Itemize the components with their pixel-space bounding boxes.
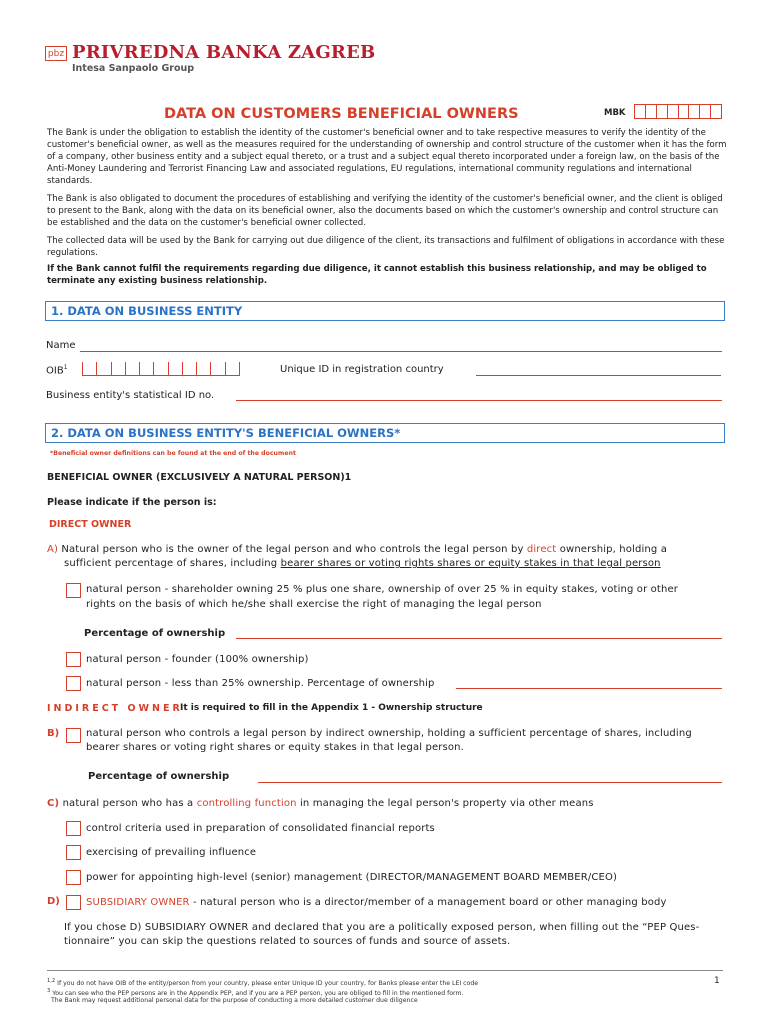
option-d-letter: D) — [47, 896, 60, 907]
option-a-direct: direct — [526, 544, 557, 555]
unique-id-field[interactable] — [476, 375, 721, 376]
footnote-3: The Bank may request additional personal data for the purpose of conducting a more detailed customer due diligence — [51, 997, 418, 1004]
checkbox-founder[interactable] — [66, 652, 81, 667]
checkbox-prevailing-influence[interactable] — [66, 845, 81, 860]
option-b-line1: natural person who controls a legal person by indirect ownership, holding a sufficient percentage of shares, including — [86, 728, 692, 739]
checkbox-indirect[interactable] — [66, 728, 81, 743]
bank-name: PRIVREDNA BANKA ZAGREB — [72, 42, 376, 63]
oib-input[interactable] — [82, 362, 240, 376]
intro-paragraph-4: If the Bank cannot fulfil the requirements regarding due diligence, it cannot establish this business relationship, and may be obliged to terminate any existing business relationship. — [47, 264, 707, 287]
checkbox-shareholder[interactable] — [66, 583, 81, 598]
name-label: Name — [46, 340, 76, 351]
name-field[interactable] — [80, 351, 722, 352]
checkbox-control-criteria[interactable] — [66, 821, 81, 836]
checkbox-subsidiary-owner[interactable] — [66, 895, 81, 910]
option-shareholder-line1: natural person - shareholder owning 25 % plus one share, ownership of over 25 % in equity stakes, voting or other — [86, 584, 679, 595]
option-c-letter: C) — [47, 798, 60, 809]
option-a-letter: A) — [47, 544, 59, 555]
stat-id-field[interactable] — [236, 400, 722, 401]
option-power-appointing: power for appointing high-level (senior) management (DIRECTOR/MANAGEMENT BOARD MEMBER/CEO) — [86, 872, 618, 883]
oib-footnote-ref: 1 — [63, 364, 68, 371]
option-b-letter: B) — [47, 728, 60, 739]
pep-note-line1: If you chose D) SUBSIDIARY OWNER and declared that you are a politically exposed person, when filling out the “PEP Ques- — [64, 922, 700, 933]
percentage-field-a[interactable] — [236, 638, 722, 639]
oib-label-text: OIB — [46, 365, 64, 377]
mbk-input[interactable] — [634, 104, 722, 119]
option-founder: natural person - founder (100% ownership) — [86, 654, 309, 665]
page-number: 1 — [714, 976, 720, 986]
group-name: Intesa Sanpaolo Group — [72, 63, 195, 74]
option-c-text-2: in managing the legal person's property via other means — [299, 798, 594, 809]
option-a-text-3: sufficient percentage of shares, including — [64, 558, 278, 569]
indicate-heading: Please indicate if the person is: — [47, 497, 217, 508]
option-b-line2: bearer shares or voting right shares or equity stakes in that legal person. — [86, 742, 464, 753]
bank-logo-icon: pbz — [45, 46, 67, 61]
section-1-header: 1. DATA ON BUSINESS ENTITY — [45, 301, 725, 321]
percentage-field-less-25[interactable] — [456, 688, 722, 689]
stat-id-label: Business entity's statistical ID no. — [46, 390, 215, 401]
percentage-field-b[interactable] — [258, 782, 722, 783]
oib-label — [46, 364, 68, 376]
bo-heading: BENEFICIAL OWNER (EXCLUSIVELY A NATURAL PERSON)1 — [47, 472, 352, 483]
option-d-text-rest: - natural person who is a director/member of a management board or other managing body — [192, 897, 667, 908]
direct-owner-heading: DIRECT OWNER — [49, 519, 132, 530]
percentage-label-a: Percentage of ownership — [84, 628, 226, 639]
form-title: DATA ON CUSTOMERS BENEFICIAL OWNERS — [164, 106, 519, 122]
intro-paragraph-2: The Bank is also obligated to document the procedures of establishing and verifying the identity of the customer's beneficial owner, and the client is obliged to present to the Bank, along with the data on its beneficial owner, also the documents based on which the customer's ownership and control structure can be established and the data on the customer's beneficial owner collected. — [47, 194, 723, 229]
section-2-header: 2. DATA ON BUSINESS ENTITY'S BENEFICIAL OWNERS* — [45, 423, 725, 443]
checkbox-less-than-25[interactable] — [66, 676, 81, 691]
option-d-text — [86, 896, 726, 910]
intro-paragraph-3: The collected data will be used by the Bank for carrying out due diligence of the client, its transactions and fulfilment of obligations in accordance with these regulations. — [47, 236, 725, 259]
option-a-text-line2 — [64, 557, 724, 571]
indirect-owner-heading: INDIRECT OWNER — [47, 703, 183, 714]
option-prevailing-influence: exercising of prevailing influence — [86, 847, 257, 858]
option-a-underlined: bearer shares or voting rights shares or equity stakes in that legal person — [280, 558, 661, 569]
footnote-1-text: If you do not have OIB of the entity/person from your country, please enter Unique ID your country, for Banks please enter the LEI code — [57, 980, 479, 988]
option-control-criteria: control criteria used in preparation of consolidated financial reports — [86, 823, 435, 834]
option-a-text-1: Natural person who is the owner of the legal person and who controls the legal person by — [61, 544, 524, 555]
footnote-1-ref: 1,2 — [47, 978, 56, 984]
pep-note-line2: tionnaire” you can skip the questions related to sources of funds and source of assets. — [64, 936, 511, 947]
mbk-label: MBK — [604, 108, 626, 118]
footnote-2-ref: 3 — [47, 988, 51, 994]
indirect-owner-note: It is required to fill in the Appendix 1 - Ownership structure — [180, 703, 483, 713]
footer-divider — [47, 970, 723, 971]
definitions-note: *Beneficial owner definitions can be found at the end of the document — [50, 450, 296, 457]
option-a-text-2: ownership, holding a — [559, 544, 668, 555]
percentage-label-b: Percentage of ownership — [88, 771, 230, 782]
option-shareholder-line2: rights on the basis of which he/she shall exercise the right of managing the legal person — [86, 599, 542, 610]
option-c-text-1: natural person who has a — [62, 798, 194, 809]
option-d-subsidiary: SUBSIDIARY OWNER — [86, 897, 190, 908]
footnote-2-text: You can see who the PEP persons are in the Appendix PEP, and if you are a PEP person, you are obliged to fill in the mentioned form. — [52, 990, 464, 998]
option-a-text — [47, 543, 727, 557]
option-c-controlling: controlling function — [196, 798, 297, 809]
option-c-text — [47, 797, 727, 811]
unique-id-label: Unique ID in registration country — [280, 364, 444, 375]
option-less-than-25: natural person - less than 25% ownership. Percentage of ownership — [86, 678, 435, 689]
checkbox-power-appointing[interactable] — [66, 870, 81, 885]
intro-paragraph-1: The Bank is under the obligation to establish the identity of the customer's beneficial owner and to take respective measures to verify the identity of the customer's beneficial owner, as well as the measures required for the understanding of ownership and control structure of the customer when it has the form of a company, other business entity and a subject equal thereto, or a trust and a subject equal thereto incorporated under a foreign law, on the basis of the Anti-Money Laundering and Terrorist Financing Law and associated regulations, EU regulations, international community regulations and international standards. — [47, 128, 727, 187]
